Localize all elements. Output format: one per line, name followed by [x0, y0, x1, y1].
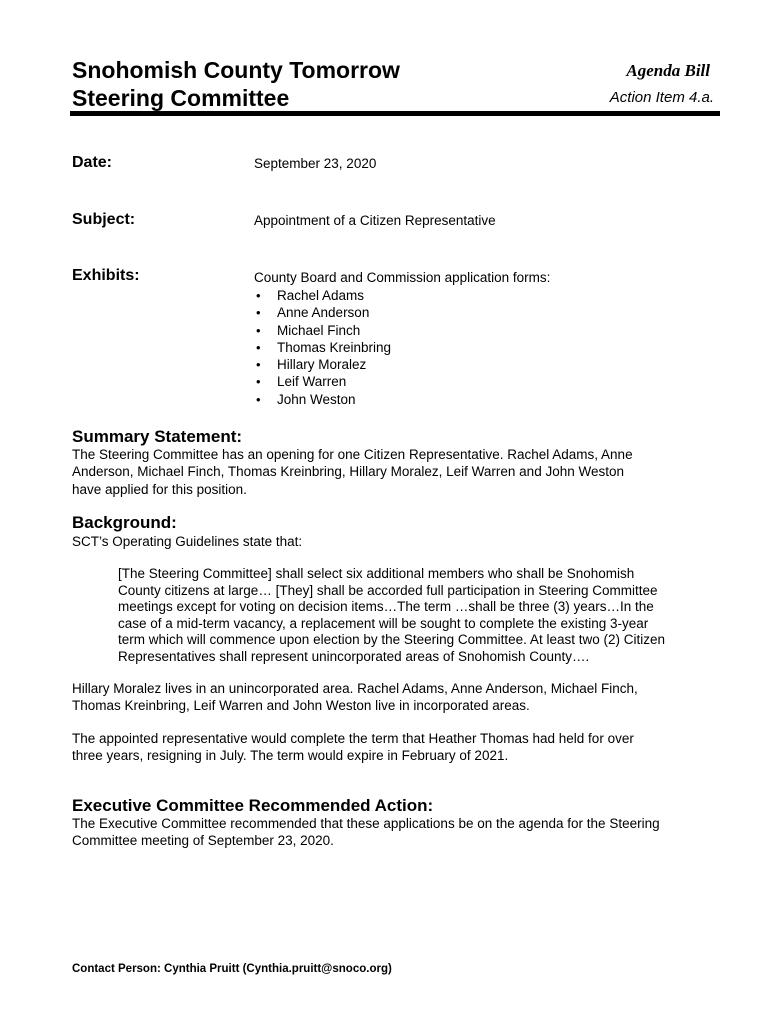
list-item: • Hillary Moralez [254, 356, 391, 373]
term-line: three years, resigning in July. The term would expire in February of 2021. [72, 748, 509, 764]
list-item: • John Weston [254, 391, 391, 408]
quote-line: case of a mid-term vacancy, a replacement will be sought to complete the existing 3-year [118, 615, 649, 631]
summary-line: have applied for this position. [72, 481, 247, 497]
action-item-label: Action Item 4.a. [609, 89, 714, 106]
term-line: The appointed representative would complete the term that Heather Thomas had held for over [72, 731, 634, 746]
background-intro: SCT’s Operating Guidelines state that: [72, 534, 303, 549]
list-item: • Michael Finch [254, 322, 391, 339]
list-item: • Leif Warren [254, 373, 391, 390]
quote-line: County citizens at large… [They] shall be accorded full participation in Steering Committee [118, 582, 658, 598]
summary-paragraph [72, 446, 692, 498]
recommendation-heading: Executive Committee Recommended Action: [72, 796, 434, 815]
recommendation-line: The Executive Committee recommended that these applications be on the agenda for the Steering [72, 816, 660, 831]
recommendation-line: Committee meeting of September 23, 2020. [72, 833, 334, 849]
quote-line: [The Steering Committee] shall select six additional members who shall be Snohomish [118, 566, 635, 581]
contact-person: Contact Person: Cynthia Pruitt (Cynthia.pruitt@snoco.org) [72, 963, 392, 975]
exhibits-intro: County Board and Commission application forms: [254, 270, 551, 285]
date-label: Date: [72, 154, 113, 171]
summary-line: The Steering Committee has an opening for one Citizen Representative. Rachel Adams, Anne [72, 447, 633, 462]
summary-heading: Summary Statement: [72, 427, 243, 446]
residence-line: Hillary Moralez lives in an unincorporated area. Rachel Adams, Anne Anderson, Michael Finch, [72, 681, 638, 696]
residence-paragraph [72, 680, 692, 715]
background-heading: Background: [72, 513, 177, 532]
exhibits-label: Exhibits: [72, 267, 140, 284]
list-item: • Thomas Kreinbring [254, 339, 391, 356]
subject-label: Subject: [72, 211, 136, 228]
subject-value: Appointment of a Citizen Representative [254, 213, 496, 228]
summary-line: Anderson, Michael Finch, Thomas Kreinbring, Hillary Moralez, Leif Warren and John Weston [72, 464, 624, 480]
exhibits-list [254, 287, 391, 408]
committee-name: Steering Committee [72, 85, 290, 111]
date-value: September 23, 2020 [254, 156, 377, 171]
term-paragraph [72, 730, 692, 765]
quote-line: term which will commence upon election by the Steering Committee. At least two (2) Citizen [118, 632, 665, 648]
recommendation-paragraph [72, 815, 692, 850]
organization-title [72, 56, 400, 112]
quote-line: Representatives shall represent unincorporated areas of Snohomish County…. [118, 648, 590, 664]
quote-line: meetings except for voting on decision items…The term …shall be three (3) years…In the [118, 599, 654, 615]
list-item: • Anne Anderson [254, 304, 391, 321]
organization-name: Snohomish County Tomorrow [72, 57, 400, 83]
list-item: • Rachel Adams [254, 287, 391, 304]
guidelines-quote [118, 566, 698, 666]
agenda-bill-label: Agenda Bill [626, 61, 710, 80]
header-divider [70, 111, 720, 116]
residence-line: Thomas Kreinbring, Leif Warren and John Weston live in incorporated areas. [72, 698, 530, 714]
